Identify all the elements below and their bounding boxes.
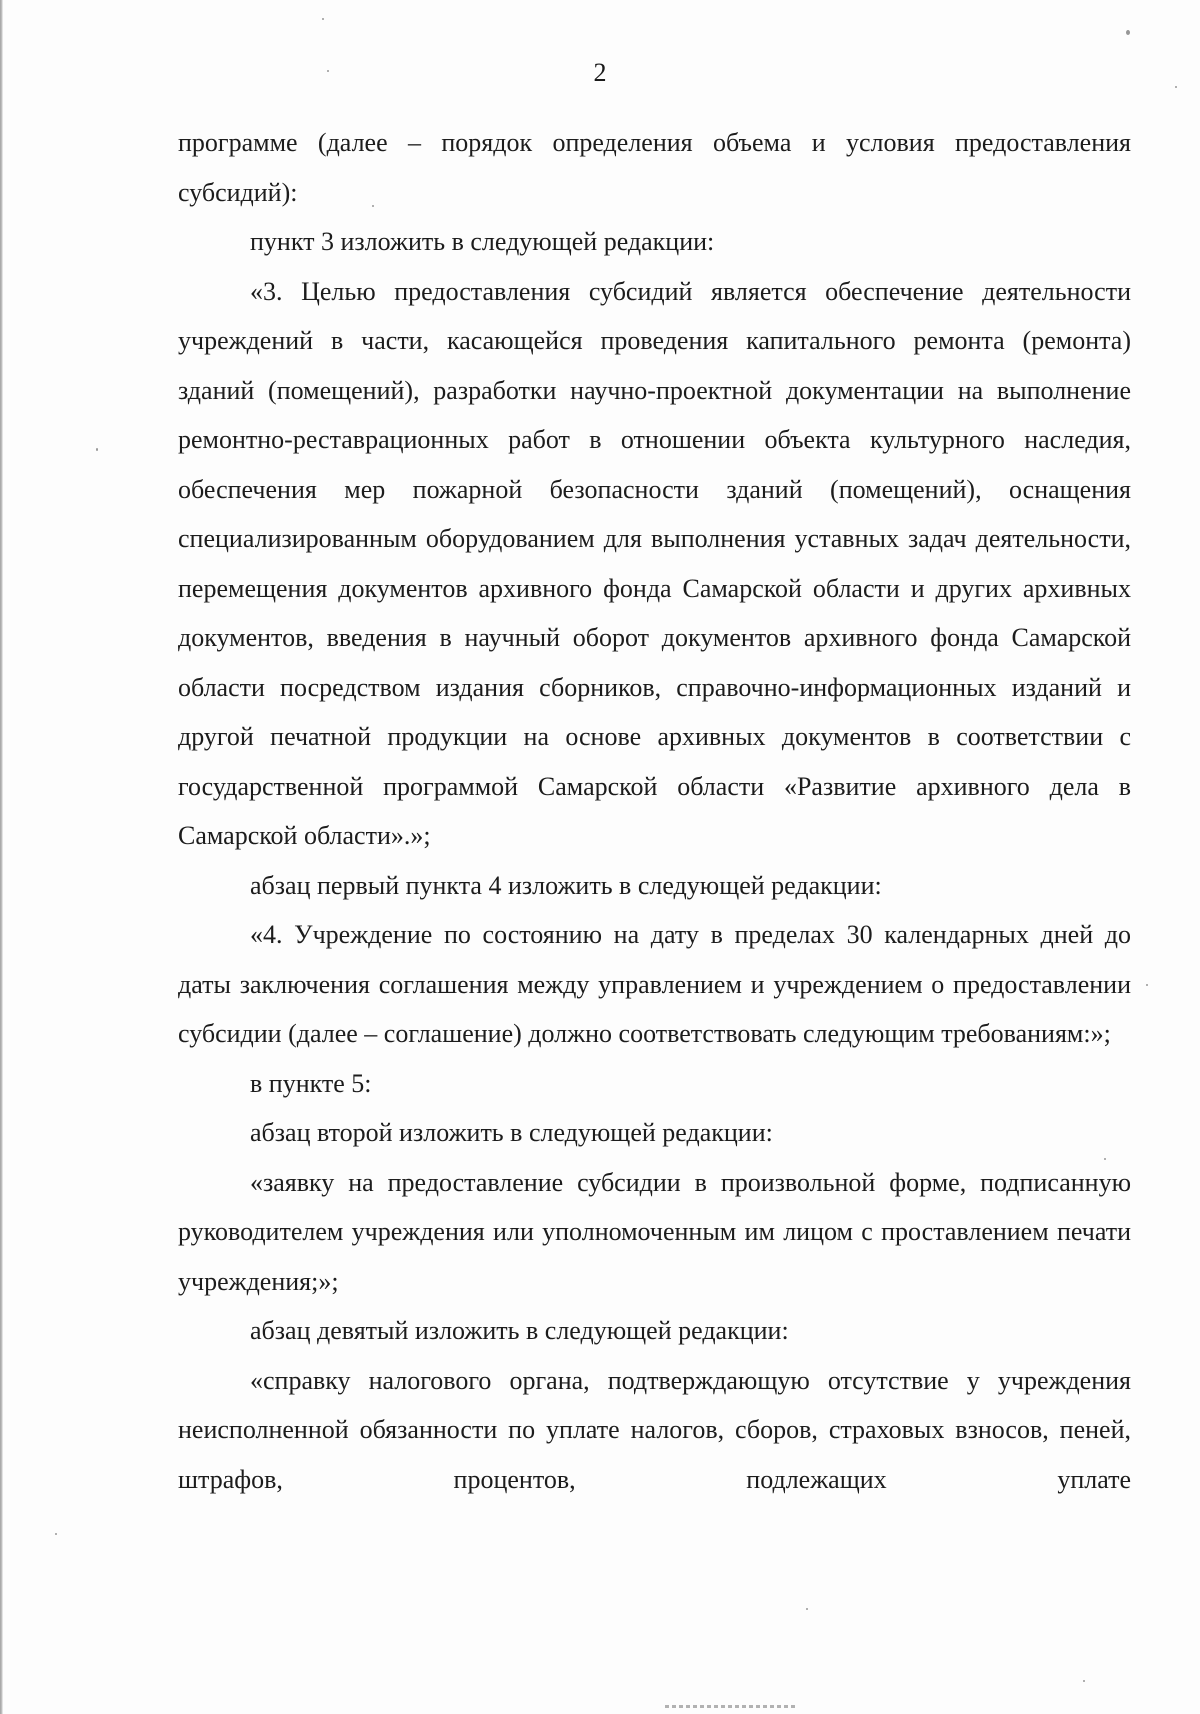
- scan-speck: [327, 70, 329, 72]
- paragraph-1: программе (далее – порядок определения объема и условия предоставления субсидий):: [178, 128, 1131, 207]
- scan-bottom-mark: [665, 1705, 795, 1708]
- paragraph-2: пункт 3 изложить в следующей редакции:: [250, 227, 715, 256]
- page-number: 2: [593, 58, 607, 87]
- paragraph-3: «3. Целью предоставления субсидий является обеспечение деятельности учреждений в части, касающейся проведения капитального ремонта (ремонта) зданий (помещений), разработки научно-проектной документации на выполнение ремонтно-реставрационных работ в отношении объекта культурного наследия, обеспечения мер пожарной безопасности зданий (помещений), оснащения специализированным оборудованием для выполнения уставных задач деятельности, перемещения документов архивного фонда Самарской области и других архивных документов, введения в научный оборот документов архивного фонда Самарской области посредством издания сборников, справочно-информационных изданий и другой печатной продукции на основе архивных документов в соответствии с государственной программой Самарской области «Развитие архивного дела в Самарской области».»;: [178, 276, 1131, 850]
- scan-speck: [1083, 1680, 1085, 1682]
- document-body: [178, 118, 1131, 1504]
- scan-edge: [0, 0, 3, 1714]
- scan-speck: [1126, 30, 1130, 35]
- paragraph-9: абзац девятый изложить в следующей редакции:: [250, 1316, 789, 1345]
- scan-speck: [1146, 984, 1148, 986]
- scan-speck: [806, 1608, 808, 1610]
- scan-speck: [96, 448, 98, 451]
- paragraph-10: «справку налогового органа, подтверждающую отсутствие у учреждения неисполненной обязанности по уплате налогов, сборов, страховых взносов, пеней, штрафов, процентов, подлежащих уплате: [178, 1365, 1131, 1494]
- paragraph-4: абзац первый пункта 4 изложить в следующей редакции:: [250, 870, 882, 900]
- scan-speck: [1175, 86, 1177, 88]
- scan-speck: [1104, 1158, 1106, 1160]
- scan-speck: [372, 205, 374, 207]
- paragraph-5: «4. Учреждение по состоянию на дату в пределах 30 календарных дней до даты заключения соглашения между управлением и учреждением о предоставлении субсидии (далее – соглашение) должно соответствовать следующим требованиям:»;: [178, 920, 1131, 1048]
- paragraph-7: абзац второй изложить в следующей редакции:: [250, 1118, 773, 1147]
- paragraph-8: «заявку на предоставление субсидии в произвольной форме, подписанную руководителем учреждения или уполномоченным им лицом с проставлением печати учреждения;»;: [178, 1167, 1131, 1296]
- scan-speck: [322, 18, 324, 20]
- scan-speck: [55, 1533, 57, 1535]
- paragraph-6: в пункте 5:: [250, 1068, 372, 1098]
